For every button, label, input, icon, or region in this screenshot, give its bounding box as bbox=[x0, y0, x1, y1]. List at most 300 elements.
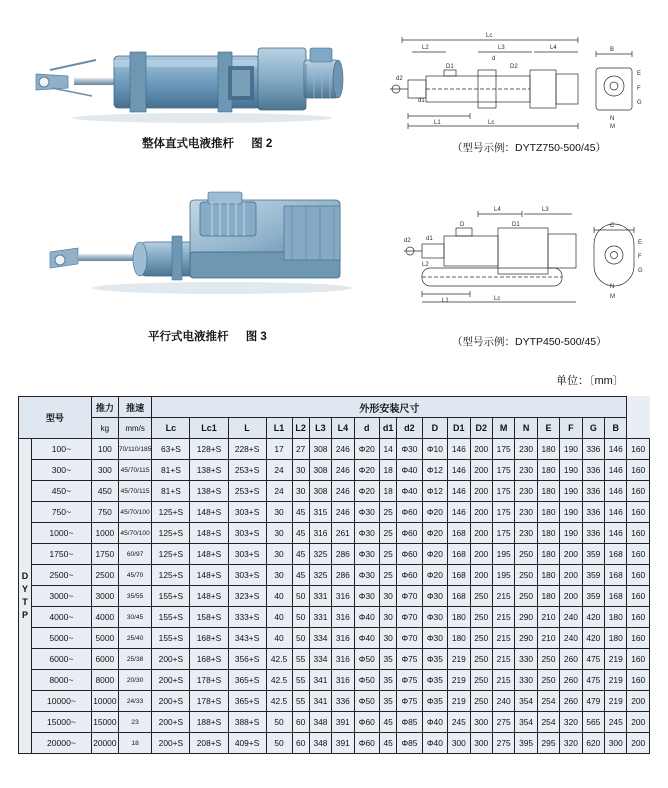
cell-speed: 45/70/115 bbox=[118, 481, 152, 502]
cell-d1: 35 bbox=[380, 649, 397, 670]
cell-force: 450 bbox=[91, 481, 118, 502]
svg-text:D: D bbox=[460, 222, 465, 228]
cell-g: 336 bbox=[582, 439, 604, 460]
cell-lc1: 148+S bbox=[190, 565, 228, 586]
cell-l: 303+S bbox=[228, 523, 266, 544]
cell-d1: 45 bbox=[380, 712, 397, 733]
cell-b: 146 bbox=[605, 502, 627, 523]
cell-b: 146 bbox=[605, 439, 627, 460]
cell-g: 359 bbox=[582, 565, 604, 586]
cell-e: 295 bbox=[537, 733, 559, 754]
cell-l1: 40 bbox=[266, 607, 292, 628]
cell-d2: Φ70 bbox=[397, 607, 422, 628]
svg-text:L2: L2 bbox=[422, 45, 429, 51]
th-dim-lc1: Lc1 bbox=[190, 418, 228, 439]
cell-f: 190 bbox=[560, 502, 582, 523]
cell-l1: 42.5 bbox=[266, 670, 292, 691]
svg-text:L4: L4 bbox=[494, 207, 501, 213]
th-dim-l1: L1 bbox=[266, 418, 292, 439]
cell-g: 479 bbox=[582, 691, 604, 712]
cell-l4: 316 bbox=[332, 670, 354, 691]
th-dim-E: E bbox=[537, 418, 559, 439]
cell-lc: 63+S bbox=[152, 439, 190, 460]
cell-l1: 40 bbox=[266, 586, 292, 607]
cell-lc1: 178+S bbox=[190, 691, 228, 712]
cell-d: Φ60 bbox=[354, 712, 379, 733]
svg-text:F: F bbox=[637, 86, 641, 92]
cell-f: 320 bbox=[560, 733, 582, 754]
cell-l: 303+S bbox=[228, 544, 266, 565]
cell-b-last: 160 bbox=[627, 502, 650, 523]
cell-l: 333+S bbox=[228, 607, 266, 628]
th-dim-d2: d2 bbox=[397, 418, 422, 439]
cell-l3: 341 bbox=[309, 691, 331, 712]
cell-d2: Φ60 bbox=[397, 502, 422, 523]
cell-model: 10000~ bbox=[32, 691, 92, 712]
cell-b-last: 160 bbox=[627, 670, 650, 691]
cell-e: 210 bbox=[537, 607, 559, 628]
cell-d: Φ40 bbox=[354, 607, 379, 628]
cell-n: 354 bbox=[515, 712, 537, 733]
cell-lc: 155+S bbox=[152, 586, 190, 607]
svg-text:L3: L3 bbox=[542, 207, 549, 213]
cell-force: 750 bbox=[91, 502, 118, 523]
cell-d1: 25 bbox=[380, 523, 397, 544]
cell-lc: 200+S bbox=[152, 670, 190, 691]
cell-f: 190 bbox=[560, 439, 582, 460]
cell-m: 275 bbox=[492, 712, 514, 733]
cell-b-last: 160 bbox=[627, 523, 650, 544]
cell-force: 1750 bbox=[91, 544, 118, 565]
cell-d1: 300 bbox=[448, 733, 470, 754]
cell-d2: Φ70 bbox=[397, 628, 422, 649]
cell-e: 180 bbox=[537, 481, 559, 502]
cell-n: 395 bbox=[515, 733, 537, 754]
cell-lc: 81+S bbox=[152, 460, 190, 481]
figure-2-model-note: （型号示例：DYTZ750-500/45） bbox=[452, 142, 607, 154]
figure-2-photo bbox=[22, 30, 352, 130]
table-row bbox=[19, 628, 650, 649]
cell-g: 475 bbox=[582, 670, 604, 691]
cell-d1: 30 bbox=[380, 586, 397, 607]
cell-force: 300 bbox=[91, 460, 118, 481]
th-dim-d1: d1 bbox=[380, 418, 397, 439]
cell-f: 200 bbox=[560, 544, 582, 565]
unit-note: 单位：〔mm〕 bbox=[556, 375, 624, 387]
svg-text:G: G bbox=[638, 268, 643, 274]
cell-speed: 20/30 bbox=[118, 670, 152, 691]
cell-b-last: 200 bbox=[627, 712, 650, 733]
cell-b-last: 160 bbox=[627, 649, 650, 670]
th-dim-D1: D1 bbox=[448, 418, 470, 439]
cell-l3: 308 bbox=[309, 439, 331, 460]
th-dim-D: D bbox=[422, 418, 447, 439]
table-header-row-2 bbox=[19, 418, 650, 439]
cell-l2: 50 bbox=[292, 628, 309, 649]
cell-d2: 250 bbox=[470, 628, 492, 649]
cell-l: 409+S bbox=[228, 733, 266, 754]
cell-e: 180 bbox=[537, 502, 559, 523]
cell-force: 100 bbox=[91, 439, 118, 460]
cell-l3: 334 bbox=[309, 649, 331, 670]
cell-l3: 331 bbox=[309, 607, 331, 628]
figure-2-dimension-drawing bbox=[382, 28, 650, 132]
cell-d1: 30 bbox=[380, 628, 397, 649]
cell-f: 240 bbox=[560, 607, 582, 628]
cell-l4: 286 bbox=[332, 544, 354, 565]
cell-lc1: 138+S bbox=[190, 481, 228, 502]
cell-l4: 316 bbox=[332, 628, 354, 649]
cell-d1: 18 bbox=[380, 460, 397, 481]
cell-l3: 341 bbox=[309, 670, 331, 691]
cell-l2: 50 bbox=[292, 586, 309, 607]
cell-l3: 315 bbox=[309, 502, 331, 523]
cell-b: 180 bbox=[605, 628, 627, 649]
cell-d2: Φ85 bbox=[397, 712, 422, 733]
cell-l3: 348 bbox=[309, 712, 331, 733]
table-row bbox=[19, 565, 650, 586]
cell-g: 420 bbox=[582, 628, 604, 649]
cell-b: 146 bbox=[605, 523, 627, 544]
cell-b-last: 200 bbox=[627, 691, 650, 712]
cell-f: 190 bbox=[560, 460, 582, 481]
cell-d: Φ60 bbox=[354, 733, 379, 754]
cell-d1: 45 bbox=[380, 733, 397, 754]
cell-d: Φ30 bbox=[354, 586, 379, 607]
cell-l: 365+S bbox=[228, 670, 266, 691]
cell-g: 475 bbox=[582, 649, 604, 670]
cell-l4: 316 bbox=[332, 586, 354, 607]
cell-n: 290 bbox=[515, 628, 537, 649]
table-row bbox=[19, 439, 650, 460]
cell-f: 320 bbox=[560, 712, 582, 733]
cell-f: 200 bbox=[560, 565, 582, 586]
cell-b-last: 160 bbox=[627, 481, 650, 502]
svg-text:E: E bbox=[638, 240, 643, 246]
cell-lc: 125+S bbox=[152, 544, 190, 565]
cell-l4: 391 bbox=[332, 733, 354, 754]
cell-d: Φ50 bbox=[354, 649, 379, 670]
cell-force: 15000 bbox=[91, 712, 118, 733]
specification-table bbox=[18, 396, 650, 754]
cell-l2: 30 bbox=[292, 460, 309, 481]
cell-lc: 81+S bbox=[152, 481, 190, 502]
cell-e: 180 bbox=[537, 586, 559, 607]
cell-g: 359 bbox=[582, 586, 604, 607]
cell-l3: 334 bbox=[309, 628, 331, 649]
cell-l2: 50 bbox=[292, 607, 309, 628]
cell-d1: 219 bbox=[448, 649, 470, 670]
cell-lc1: 158+S bbox=[190, 607, 228, 628]
cell-lc1: 168+S bbox=[190, 649, 228, 670]
cell-b: 168 bbox=[605, 544, 627, 565]
cell-force: 2500 bbox=[91, 565, 118, 586]
cell-speed: 70/110/185 bbox=[118, 439, 152, 460]
cell-m: 175 bbox=[492, 523, 514, 544]
cell-d2: 250 bbox=[470, 691, 492, 712]
cell-l4: 336 bbox=[332, 691, 354, 712]
cell-l4: 246 bbox=[332, 481, 354, 502]
table-row bbox=[19, 481, 650, 502]
cell-e: 180 bbox=[537, 544, 559, 565]
cell-d2: Φ70 bbox=[397, 586, 422, 607]
th-force: 推力 bbox=[91, 397, 118, 418]
cell-m: 215 bbox=[492, 649, 514, 670]
cell-m: 215 bbox=[492, 607, 514, 628]
cell-d2: Φ40 bbox=[397, 481, 422, 502]
cell-speed: 30/45 bbox=[118, 607, 152, 628]
cell-b: 219 bbox=[605, 691, 627, 712]
figure-3-model-note: （型号示例：DYTP450-500/45） bbox=[452, 336, 607, 348]
cell-l: 365+S bbox=[228, 691, 266, 712]
svg-text:D1: D1 bbox=[446, 64, 454, 70]
cell-b-last: 160 bbox=[627, 565, 650, 586]
cell-force: 1000 bbox=[91, 523, 118, 544]
cell-g: 336 bbox=[582, 502, 604, 523]
cell-d1: 168 bbox=[448, 523, 470, 544]
cell-n: 230 bbox=[515, 460, 537, 481]
th-force-unit: kg bbox=[91, 418, 118, 439]
cell-n: 230 bbox=[515, 439, 537, 460]
cell-b: 146 bbox=[605, 460, 627, 481]
cell-d: Φ20 bbox=[354, 481, 379, 502]
th-dim-D2: D2 bbox=[470, 418, 492, 439]
cell-speed: 35/55 bbox=[118, 586, 152, 607]
cell-d2: Φ60 bbox=[397, 544, 422, 565]
cell-d: Φ35 bbox=[422, 670, 447, 691]
cell-lc: 125+S bbox=[152, 565, 190, 586]
cell-l1: 30 bbox=[266, 544, 292, 565]
cell-lc: 200+S bbox=[152, 733, 190, 754]
cell-d: Φ20 bbox=[354, 460, 379, 481]
cell-lc1: 168+S bbox=[190, 628, 228, 649]
cell-model: 2500~ bbox=[32, 565, 92, 586]
th-dim-M: M bbox=[492, 418, 514, 439]
cell-l3: 331 bbox=[309, 586, 331, 607]
cell-d1: 219 bbox=[448, 691, 470, 712]
cell-d1: 25 bbox=[380, 544, 397, 565]
cell-l3: 325 bbox=[309, 544, 331, 565]
svg-text:N: N bbox=[610, 284, 615, 290]
cell-b-last: 160 bbox=[627, 607, 650, 628]
cell-l1: 30 bbox=[266, 502, 292, 523]
cell-d1: 146 bbox=[448, 481, 470, 502]
series-label-cell: D Y T P bbox=[19, 439, 32, 754]
cell-lc1: 208+S bbox=[190, 733, 228, 754]
cell-speed: 45/70/100 bbox=[118, 502, 152, 523]
cell-d2: Φ30 bbox=[397, 439, 422, 460]
cell-f: 240 bbox=[560, 628, 582, 649]
cell-l2: 55 bbox=[292, 691, 309, 712]
cell-b: 168 bbox=[605, 565, 627, 586]
cell-g: 336 bbox=[582, 481, 604, 502]
cell-l1: 42.5 bbox=[266, 649, 292, 670]
cell-l1: 50 bbox=[266, 712, 292, 733]
cell-l2: 60 bbox=[292, 733, 309, 754]
figure-3-label: 图 3 bbox=[245, 331, 267, 343]
cell-b-last: 200 bbox=[627, 733, 650, 754]
th-dim-B: B bbox=[605, 418, 627, 439]
cell-b: 300 bbox=[605, 733, 627, 754]
cell-e: 250 bbox=[537, 670, 559, 691]
cell-n: 354 bbox=[515, 691, 537, 712]
cell-model: 1000~ bbox=[32, 523, 92, 544]
cell-force: 8000 bbox=[91, 670, 118, 691]
cell-e: 210 bbox=[537, 628, 559, 649]
cell-g: 336 bbox=[582, 460, 604, 481]
cell-l: 343+S bbox=[228, 628, 266, 649]
cell-f: 260 bbox=[560, 649, 582, 670]
cell-d: Φ20 bbox=[422, 502, 447, 523]
svg-text:d: d bbox=[492, 56, 496, 62]
cell-l2: 27 bbox=[292, 439, 309, 460]
cell-model: 300~ bbox=[32, 460, 92, 481]
cell-d2: 250 bbox=[470, 607, 492, 628]
cell-d: Φ30 bbox=[422, 586, 447, 607]
cell-lc: 200+S bbox=[152, 649, 190, 670]
cell-l4: 391 bbox=[332, 712, 354, 733]
cell-model: 6000~ bbox=[32, 649, 92, 670]
cell-b: 245 bbox=[605, 712, 627, 733]
cell-m: 240 bbox=[492, 691, 514, 712]
cell-l2: 45 bbox=[292, 544, 309, 565]
th-dims-group: 外形安装尺寸 bbox=[152, 397, 627, 418]
cell-b-last: 160 bbox=[627, 586, 650, 607]
cell-l2: 60 bbox=[292, 712, 309, 733]
svg-text:d2: d2 bbox=[404, 238, 411, 244]
table-row bbox=[19, 523, 650, 544]
figure-2-caption-text: 整体直式电液推杆 bbox=[142, 138, 234, 150]
cell-d2: 200 bbox=[470, 460, 492, 481]
cell-d2: 250 bbox=[470, 670, 492, 691]
cell-n: 330 bbox=[515, 649, 537, 670]
cell-l3: 308 bbox=[309, 460, 331, 481]
cell-d: Φ12 bbox=[422, 481, 447, 502]
cell-model: 8000~ bbox=[32, 670, 92, 691]
cell-f: 190 bbox=[560, 481, 582, 502]
cell-b-last: 160 bbox=[627, 460, 650, 481]
cell-force: 3000 bbox=[91, 586, 118, 607]
cell-d: Φ20 bbox=[422, 544, 447, 565]
cell-b-last: 160 bbox=[627, 439, 650, 460]
cell-n: 230 bbox=[515, 523, 537, 544]
cell-m: 175 bbox=[492, 502, 514, 523]
cell-l: 323+S bbox=[228, 586, 266, 607]
cell-l2: 45 bbox=[292, 523, 309, 544]
cell-l4: 261 bbox=[332, 523, 354, 544]
svg-text:d2: d2 bbox=[396, 76, 403, 82]
cell-lc1: 188+S bbox=[190, 712, 228, 733]
svg-text:M: M bbox=[610, 124, 615, 130]
cell-l2: 55 bbox=[292, 670, 309, 691]
th-model: 型号 bbox=[19, 397, 92, 439]
cell-d: Φ30 bbox=[422, 628, 447, 649]
cell-l: 356+S bbox=[228, 649, 266, 670]
cell-d: Φ30 bbox=[354, 544, 379, 565]
svg-text:E: E bbox=[637, 71, 642, 77]
cell-n: 230 bbox=[515, 502, 537, 523]
cell-force: 10000 bbox=[91, 691, 118, 712]
cell-d1: 180 bbox=[448, 628, 470, 649]
cell-d2: 200 bbox=[470, 565, 492, 586]
cell-m: 195 bbox=[492, 565, 514, 586]
svg-text:Lc: Lc bbox=[494, 296, 501, 302]
th-dim-F: F bbox=[560, 418, 582, 439]
svg-text:Lc: Lc bbox=[486, 33, 493, 39]
cell-d1: 219 bbox=[448, 670, 470, 691]
specification-table-wrap bbox=[18, 396, 650, 754]
cell-n: 250 bbox=[515, 544, 537, 565]
svg-text:L3: L3 bbox=[498, 45, 505, 51]
svg-text:M: M bbox=[610, 294, 615, 300]
figure-3-caption-text: 平行式电液推杆 bbox=[148, 331, 229, 343]
cell-e: 180 bbox=[537, 460, 559, 481]
cell-speed: 18 bbox=[118, 733, 152, 754]
table-row bbox=[19, 670, 650, 691]
cell-m: 215 bbox=[492, 670, 514, 691]
cell-lc1: 148+S bbox=[190, 544, 228, 565]
cell-e: 254 bbox=[537, 691, 559, 712]
cell-d2: Φ85 bbox=[397, 733, 422, 754]
cell-lc1: 148+S bbox=[190, 502, 228, 523]
cell-d2: 300 bbox=[470, 733, 492, 754]
cell-d2: 250 bbox=[470, 649, 492, 670]
cell-d1: 25 bbox=[380, 502, 397, 523]
th-dim-lc: Lc bbox=[152, 418, 190, 439]
cell-d2: 200 bbox=[470, 523, 492, 544]
cell-d: Φ20 bbox=[354, 439, 379, 460]
cell-d: Φ30 bbox=[354, 502, 379, 523]
th-dim-l3: L3 bbox=[309, 418, 331, 439]
cell-d2: 200 bbox=[470, 439, 492, 460]
cell-d2: Φ75 bbox=[397, 691, 422, 712]
cell-g: 420 bbox=[582, 607, 604, 628]
cell-b: 146 bbox=[605, 481, 627, 502]
cell-model: 5000~ bbox=[32, 628, 92, 649]
cell-model: 4000~ bbox=[32, 607, 92, 628]
cell-d2: Φ75 bbox=[397, 649, 422, 670]
svg-text:L4: L4 bbox=[550, 45, 557, 51]
th-speed: 推速 bbox=[118, 397, 152, 418]
cell-d: Φ40 bbox=[354, 628, 379, 649]
svg-text:Lc: Lc bbox=[488, 120, 495, 126]
cell-m: 215 bbox=[492, 586, 514, 607]
cell-l4: 316 bbox=[332, 649, 354, 670]
cell-l: 388+S bbox=[228, 712, 266, 733]
cell-d1: 168 bbox=[448, 544, 470, 565]
cell-l1: 24 bbox=[266, 460, 292, 481]
cell-n: 230 bbox=[515, 481, 537, 502]
cell-e: 180 bbox=[537, 439, 559, 460]
table-row bbox=[19, 712, 650, 733]
cell-lc: 125+S bbox=[152, 502, 190, 523]
cell-force: 20000 bbox=[91, 733, 118, 754]
cell-d2: Φ40 bbox=[397, 460, 422, 481]
th-dim-d: d bbox=[354, 418, 379, 439]
cell-l4: 246 bbox=[332, 439, 354, 460]
cell-b: 219 bbox=[605, 670, 627, 691]
th-dim-l4: L4 bbox=[332, 418, 354, 439]
cell-g: 620 bbox=[582, 733, 604, 754]
cell-l2: 45 bbox=[292, 502, 309, 523]
svg-text:D2: D2 bbox=[510, 64, 518, 70]
cell-l1: 17 bbox=[266, 439, 292, 460]
cell-d2: Φ60 bbox=[397, 565, 422, 586]
cell-l3: 308 bbox=[309, 481, 331, 502]
cell-g: 359 bbox=[582, 544, 604, 565]
svg-text:L1: L1 bbox=[442, 298, 449, 304]
cell-e: 180 bbox=[537, 565, 559, 586]
